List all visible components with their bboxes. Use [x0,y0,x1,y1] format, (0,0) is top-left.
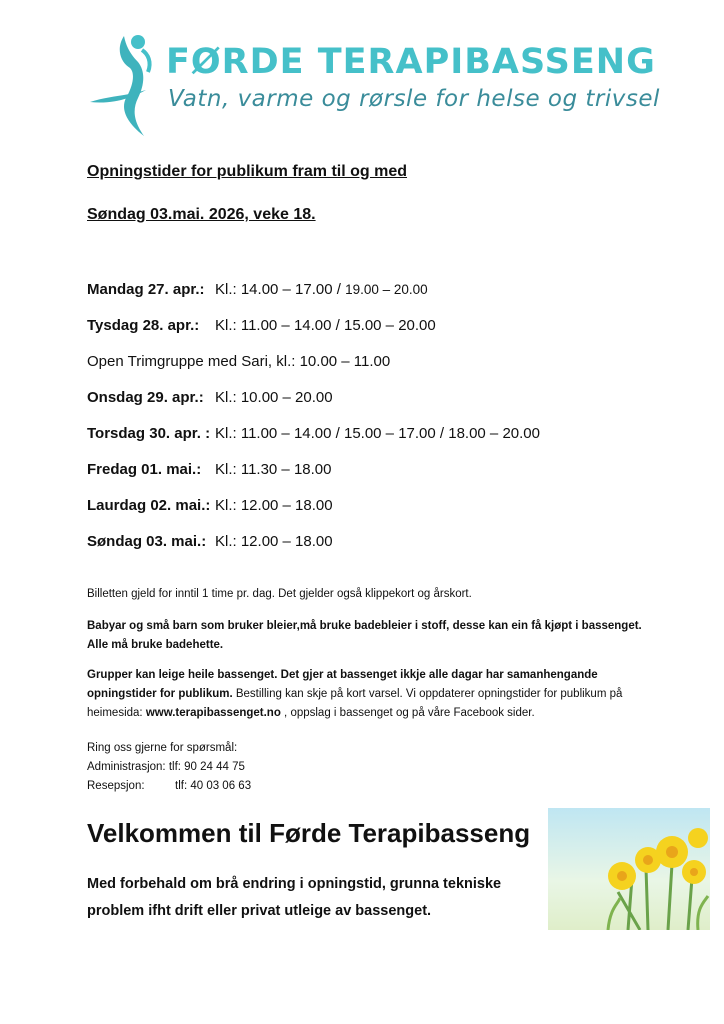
day-label: Laurdag 02. mai.: [87,497,211,514]
diaper-info: Babyar og små barn som bruker bleier,må bruke badebleier i stoff, desse kan ein få kjøpt i bassenget. Alle må bruke badehette. [87,620,642,651]
reception-label: Resepsjon: [87,780,145,792]
day-label: Tysdag 28. apr.: [87,317,200,334]
day-times-extra: 19.00 – 20.00 [345,282,428,297]
website-link[interactable]: www.terapibassenget.no [145,707,281,719]
day-times: Kl.: 14.00 – 17.00 / [215,281,346,298]
schedule-row-tuesday [87,317,436,334]
swimmer-logo-icon [86,28,166,143]
contact-admin [87,761,245,773]
group-info [87,666,647,723]
logo [86,28,660,143]
title-line-1: Opningstider for publikum fram til og med [87,163,408,180]
schedule-row-thursday [87,425,540,442]
contact-intro: Ring oss gjerne for spørsmål: [87,742,238,754]
day-label: Fredag 01. mai.: [87,461,202,478]
reception-phone: tlf: 40 03 06 63 [175,780,252,792]
contact-reception [87,780,251,792]
schedule-row-friday [87,461,331,478]
day-times: Kl.: 12.00 – 18.00 [215,533,333,550]
day-times: Kl.: 11.00 – 14.00 / 15.00 – 20.00 [215,317,436,334]
schedule-row-sunday [87,533,333,550]
admin-label: Administrasjon: [87,761,166,773]
schedule-row-monday [87,281,428,298]
tagline: Vatn, varme og rørsle for helse og trivsel [168,86,660,112]
day-times: Kl.: 12.00 – 18.00 [215,497,333,514]
change-notice: Med forbehald om brå endring i opningstid, grunna tekniske problem ifht drift eller privat utleige av bassenget. [87,876,502,919]
day-label: Torsdag 30. apr. : [87,425,211,442]
schedule-row-wednesday [87,389,333,406]
day-label: Onsdag 29. apr.: [87,389,204,406]
schedule-note-trim: Open Trimgruppe med Sari, kl.: 10.00 – 11.00 [87,353,391,370]
day-times: Kl.: 11.00 – 14.00 / 15.00 – 17.00 / 18.00 – 20.00 [215,425,540,442]
group-info-tail: , oppslag i bassenget og på våre Facebook sider. [280,707,535,719]
group-info-text: Bestilling kan skje på kort varsel. Vi oppdaterer opningstider for publikum på heimesida: [87,688,623,719]
day-times: Kl.: 10.00 – 20.00 [215,389,333,406]
day-times: Kl.: 11.30 – 18.00 [215,461,332,478]
welcome-heading: Velkommen til Førde Terapibasseng [87,818,531,848]
brand-name: FØRDE TERAPIBASSENG [166,42,656,82]
group-info-bold: Grupper kan leige heile bassenget. Det gjer at bassenget ikkje alle dagar har samanhengande opningstider for publikum. [87,669,598,700]
ticket-info: Billetten gjeld for inntil 1 time pr. dag. Det gjelder også klippekort og årskort. [87,588,472,600]
day-label: Søndag 03. mai.: [87,533,207,550]
title-line-2: Søndag 03.mai. 2026, veke 18. [87,206,316,223]
admin-phone: tlf: 90 24 44 75 [168,761,245,773]
schedule-row-saturday [87,497,333,514]
day-label: Mandag 27. apr.: [87,281,205,298]
daffodil-image [548,808,710,930]
daffodil-icon [548,808,710,930]
